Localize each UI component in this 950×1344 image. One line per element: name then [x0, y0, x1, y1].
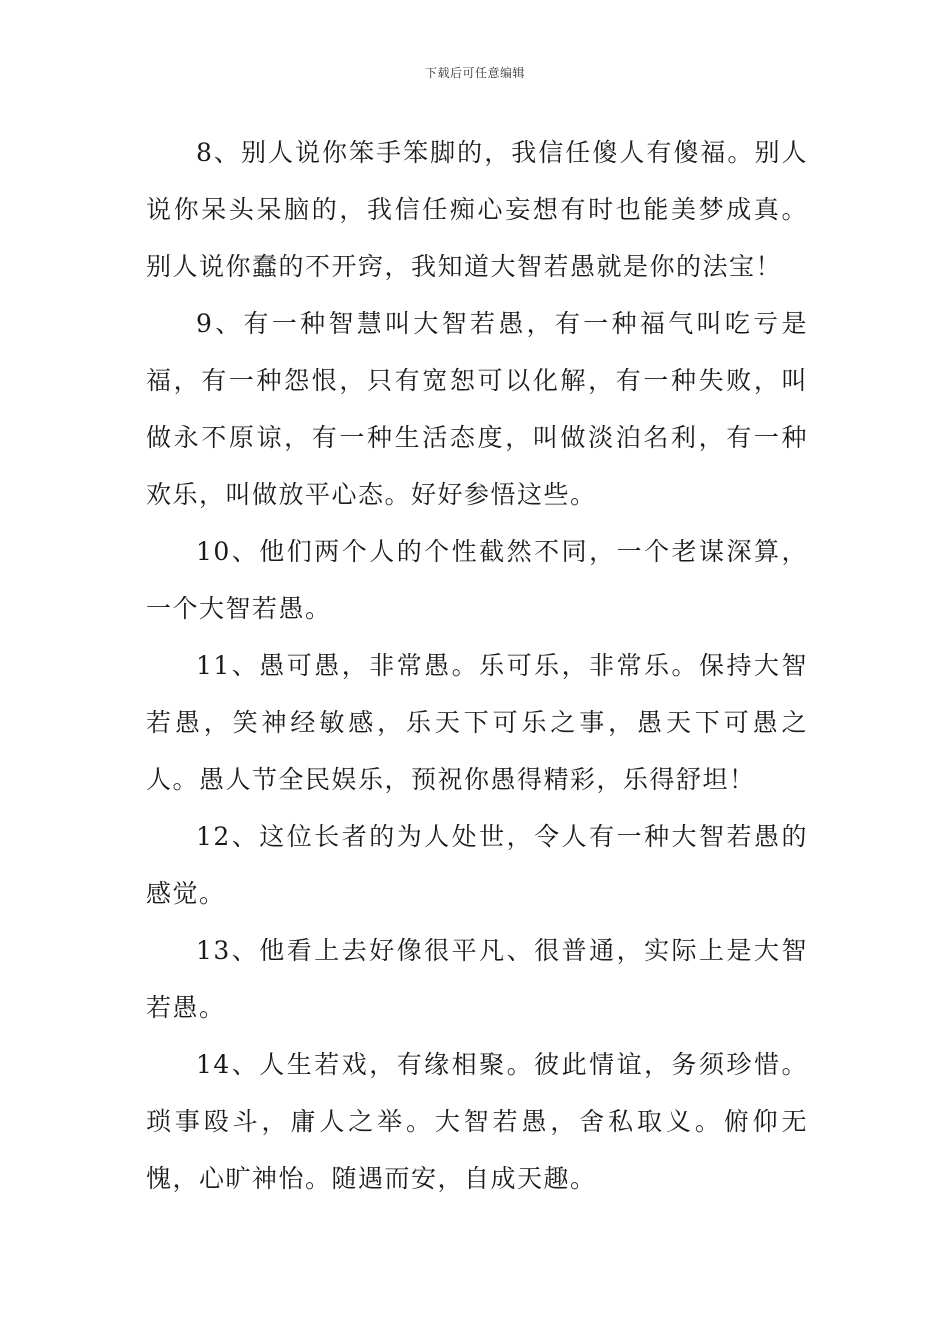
document-body [146, 124, 808, 1207]
paragraph-10: 10、他们两个人的个性截然不同，一个老谋深算，一个大智若愚。 [146, 537, 808, 623]
paragraph-8: 8、别人说你笨手笨脚的，我信任傻人有傻福。别人说你呆头呆脑的，我信任痴心妄想有时也能美梦成真。别人说你蠢的不开窍，我知道大智若愚就是你的法宝！ [146, 138, 808, 281]
paragraph-13: 13、他看上去好像很平凡、很普通，实际上是大智若愚。 [146, 936, 808, 1022]
paragraph-14: 14、人生若戏，有缘相聚。彼此情谊，务须珍惜。琐事殴斗，庸人之举。大智若愚，舍私取义。俯仰无愧，心旷神怡。随遇而安，自成天趣。 [146, 1050, 808, 1193]
paragraph-9: 9、有一种智慧叫大智若愚，有一种福气叫吃亏是福，有一种怨恨，只有宽恕可以化解，有一种失败，叫做永不原谅，有一种生活态度，叫做淡泊名利，有一种欢乐，叫做放平心态。好好参悟这些。 [146, 309, 808, 509]
page-header: 下载后可任意编辑 [424, 66, 525, 80]
paragraph-11: 11、愚可愚，非常愚。乐可乐，非常乐。保持大智若愚，笑神经敏感，乐天下可乐之事，愚天下可愚之人。愚人节全民娱乐，预祝你愚得精彩，乐得舒坦！ [146, 651, 808, 794]
paragraph-12: 12、这位长者的为人处世，令人有一种大智若愚的感觉。 [146, 822, 808, 908]
